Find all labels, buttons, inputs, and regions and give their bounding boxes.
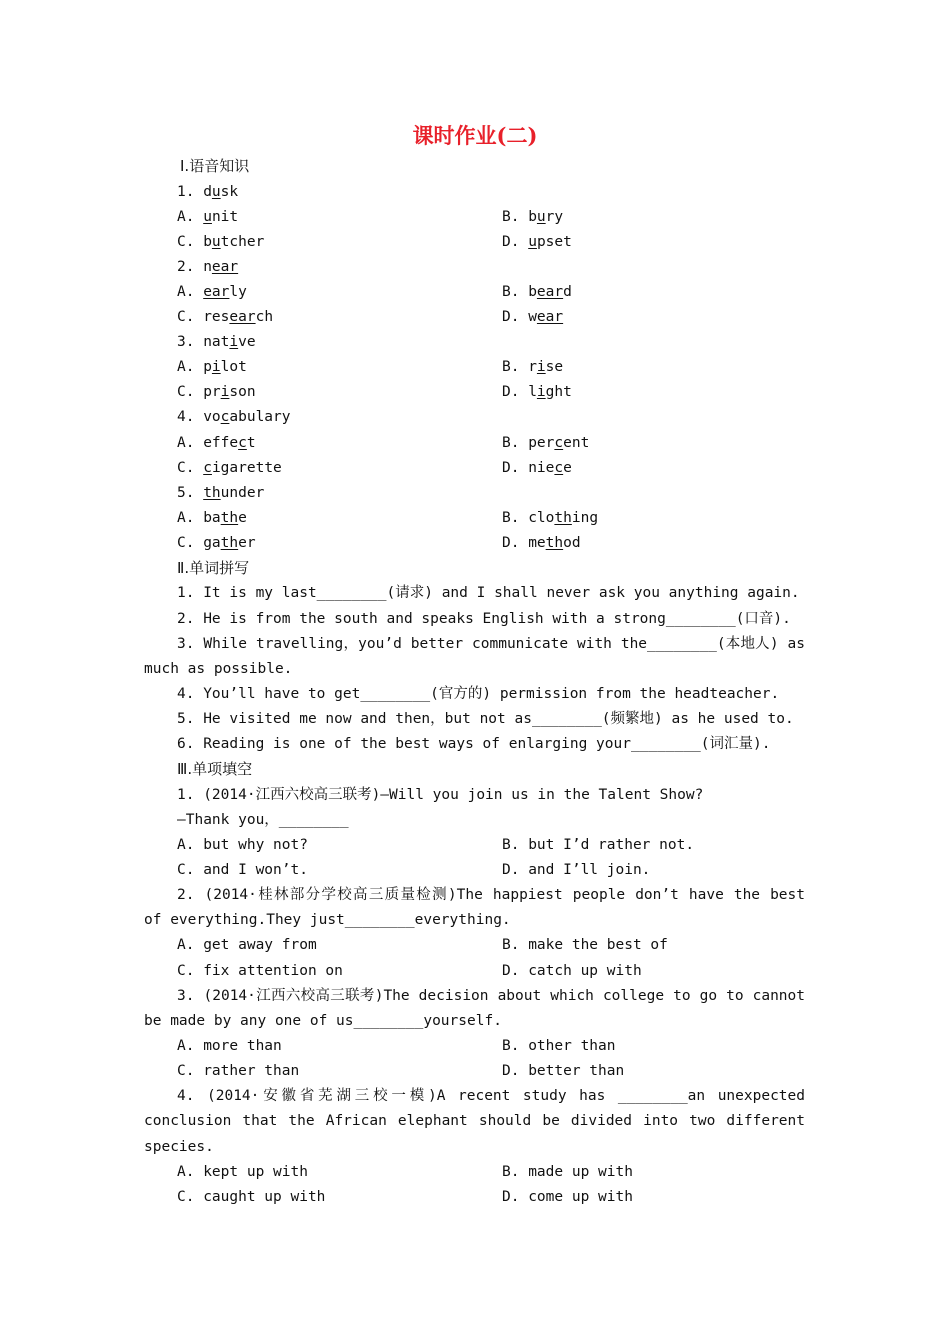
phonetic-option-2b: B. beard — [502, 284, 572, 300]
spelling-item-3-cont: much as possible. — [144, 661, 293, 677]
section-heading-spelling: Ⅱ.单词拼写 — [177, 559, 250, 577]
choice-q1-option-a: A. but why not? — [177, 837, 308, 853]
choice-q4-stem-cont: conclusion that the African elephant should be divided into two different — [144, 1113, 805, 1129]
phonetic-option-1b: B. bury — [502, 209, 564, 225]
choice-q3-option-b: B. other than — [502, 1038, 616, 1054]
phonetic-option-4b: B. percent — [502, 435, 590, 451]
spelling-item-4: 4. You’ll have to get________(官方的) permission from the headteacher. — [177, 686, 780, 702]
phonetic-option-2c: C. research — [177, 309, 274, 325]
choice-q2-stem-cont: of everything.They just________everything. — [144, 912, 511, 928]
phonetic-option-3c: C. prison — [177, 384, 256, 400]
spelling-item-1: 1. It is my last________(请求) and I shall never ask you anything again. — [177, 585, 800, 601]
choice-q2-option-b: B. make the best of — [502, 937, 668, 953]
page-title: 课时作业(二) — [412, 123, 538, 148]
phonetic-option-1a: A. unit — [177, 209, 239, 225]
spelling-item-5: 5. He visited me now and then，but not as________(频繁地) as he used to. — [177, 711, 794, 727]
phonetic-option-2a: A. early — [177, 284, 247, 300]
section-heading-choice: Ⅲ.单项填空 — [177, 760, 253, 778]
spelling-item-6: 6. Reading is one of the best ways of enlarging your________(词汇量). — [177, 736, 771, 752]
phonetic-option-5a: A. bathe — [177, 510, 247, 526]
section-heading-phonetics: Ⅰ.语音知识 — [180, 157, 250, 175]
phonetic-option-1c: C. butcher — [177, 234, 265, 250]
choice-q4-option-a: A. kept up with — [177, 1164, 308, 1180]
choice-q4-stem: 4. (2014·安徽省芜湖三校一模)A recent study has ________an unexpected — [177, 1088, 805, 1104]
choice-q1-option-c: C. and I won’t. — [177, 862, 308, 878]
choice-q3-option-c: C. rather than — [177, 1063, 300, 1079]
phonetic-option-5c: C. gather — [177, 535, 256, 551]
choice-q4-option-d: D. come up with — [502, 1189, 633, 1205]
spelling-item-3: 3. While travelling，you’d better communicate with the________(本地人) as — [177, 636, 805, 652]
phonetic-option-4a: A. effect — [177, 435, 256, 451]
phonetic-option-2d: D. wear — [502, 309, 564, 325]
choice-q2-stem: 2. (2014·桂林部分学校高三质量检测)The happiest people don’t have the best — [177, 887, 805, 903]
choice-q3-option-a: A. more than — [177, 1038, 282, 1054]
choice-q3-stem: 3. (2014·江西六校高三联考)The decision about which college to go to cannot — [177, 988, 805, 1004]
choice-q1-option-b: B. but I’d rather not. — [502, 837, 695, 853]
phonetic-option-3b: B. rise — [502, 359, 564, 375]
phonetic-stem-2: 2. near — [177, 259, 239, 275]
phonetic-stem-5: 5. thunder — [177, 485, 265, 501]
phonetic-option-4c: C. cigarette — [177, 460, 282, 476]
phonetic-option-1d: D. upset — [502, 234, 572, 250]
choice-q4-option-c: C. caught up with — [177, 1189, 326, 1205]
choice-q2-option-a: A. get away from — [177, 937, 317, 953]
phonetic-option-5b: B. clothing — [502, 510, 599, 526]
phonetic-stem-3: 3. native — [177, 334, 256, 350]
choice-q4-stem-end: species. — [144, 1139, 214, 1155]
choice-q3-stem-cont: be made by any one of us________yourself. — [144, 1013, 502, 1029]
choice-q3-option-d: D. better than — [502, 1063, 625, 1079]
phonetic-option-3d: D. light — [502, 384, 572, 400]
spelling-item-2: 2. He is from the south and speaks English with a strong________(口音). — [177, 611, 791, 627]
phonetic-option-4d: D. niece — [502, 460, 572, 476]
phonetic-stem-1: 1. dusk — [177, 184, 239, 200]
choice-q1-reply: —Thank you，________ — [177, 812, 349, 828]
phonetic-option-3a: A. pilot — [177, 359, 247, 375]
phonetic-option-5d: D. method — [502, 535, 581, 551]
choice-q1-option-d: D. and I’ll join. — [502, 862, 651, 878]
phonetic-stem-4: 4. vocabulary — [177, 409, 291, 425]
choice-q4-option-b: B. made up with — [502, 1164, 633, 1180]
choice-q1-stem: 1. (2014·江西六校高三联考)—Will you join us in the Talent Show? — [177, 787, 704, 803]
choice-q2-option-c: C. fix attention on — [177, 963, 343, 979]
choice-q2-option-d: D. catch up with — [502, 963, 642, 979]
